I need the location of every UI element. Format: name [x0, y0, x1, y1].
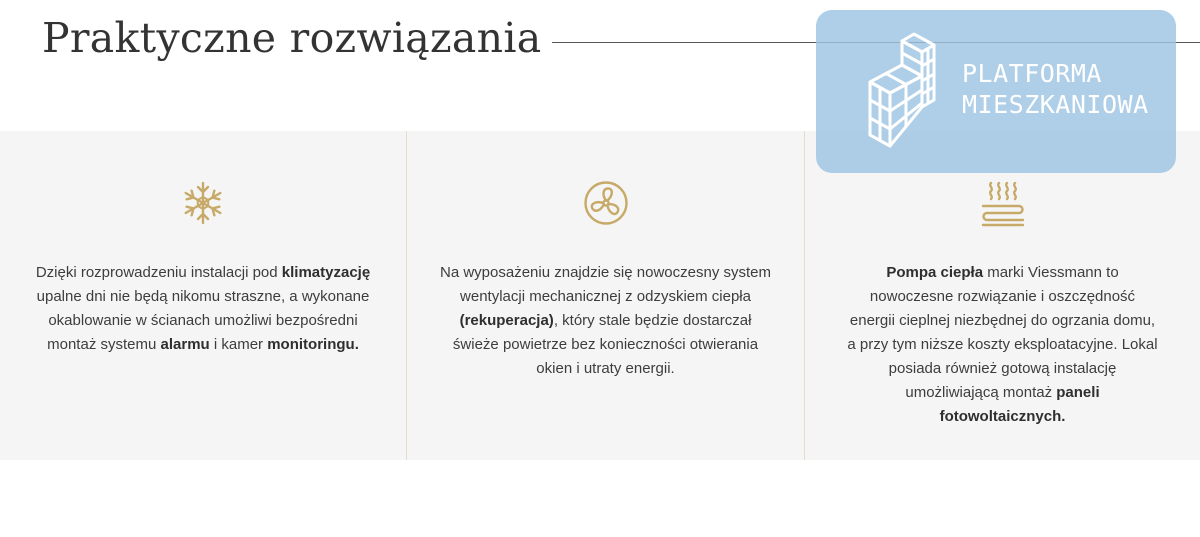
feature-description: [30, 261, 376, 357]
watermark-platforma-mieszkaniowa: [816, 10, 1176, 173]
feature-highlight: paneli fotowoltaicznych.: [939, 384, 1100, 425]
feature-ventilation: [407, 131, 804, 460]
feature-highlight: monitoringu.: [267, 336, 359, 353]
feature-text-run: upalne dni nie będą nikomu straszne, a wykonane okablowanie w ścianach umożliwi bezpośredni montaż systemu: [36, 288, 370, 353]
feature-heat-pump: [805, 131, 1200, 460]
feature-text-run: Dzięki rozprowadzeniu instalacji pod: [35, 264, 282, 281]
building-blocks-logo-icon: [858, 32, 940, 150]
snowflake-icon: [179, 179, 227, 227]
feature-text-run: Na wyposażeniu znajdzie się nowoczesny system wentylacji mechanicznej z odzyskiem ciepła: [440, 264, 771, 305]
feature-text-run: , który stale będzie dostarczał świeże powietrze bez konieczności otwierania okien i utraty energii.: [452, 312, 759, 377]
watermark-line-2: MIESZKANIOWA: [962, 90, 1149, 119]
feature-text-run: marki Viessmann to nowoczesne rozwiązanie i oszczędność energii cieplnej niezbędnej do ogrzania domu, a przy tym niższe koszty eksploatacyjne. Lokal posiada również gotową instalację umożliwiającą montaż: [847, 264, 1158, 401]
floor-heating-icon: [979, 179, 1027, 227]
feature-text-run: i kamer: [209, 336, 268, 353]
feature-description: [847, 261, 1158, 429]
feature-highlight: (rekuperacja): [459, 312, 554, 329]
watermark-line-1: PLATFORMA: [962, 59, 1102, 88]
features-section: [0, 131, 1200, 460]
watermark-wordmark: [962, 58, 1149, 120]
feature-description: [437, 261, 774, 381]
fan-icon: [582, 179, 630, 227]
page-title: Praktyczne rozwiązania: [42, 14, 542, 62]
feature-highlight: Pompa ciepła: [886, 264, 984, 281]
feature-air-conditioning: [0, 131, 406, 460]
feature-highlight: alarmu: [160, 336, 210, 353]
feature-highlight: klimatyzację: [281, 264, 371, 281]
